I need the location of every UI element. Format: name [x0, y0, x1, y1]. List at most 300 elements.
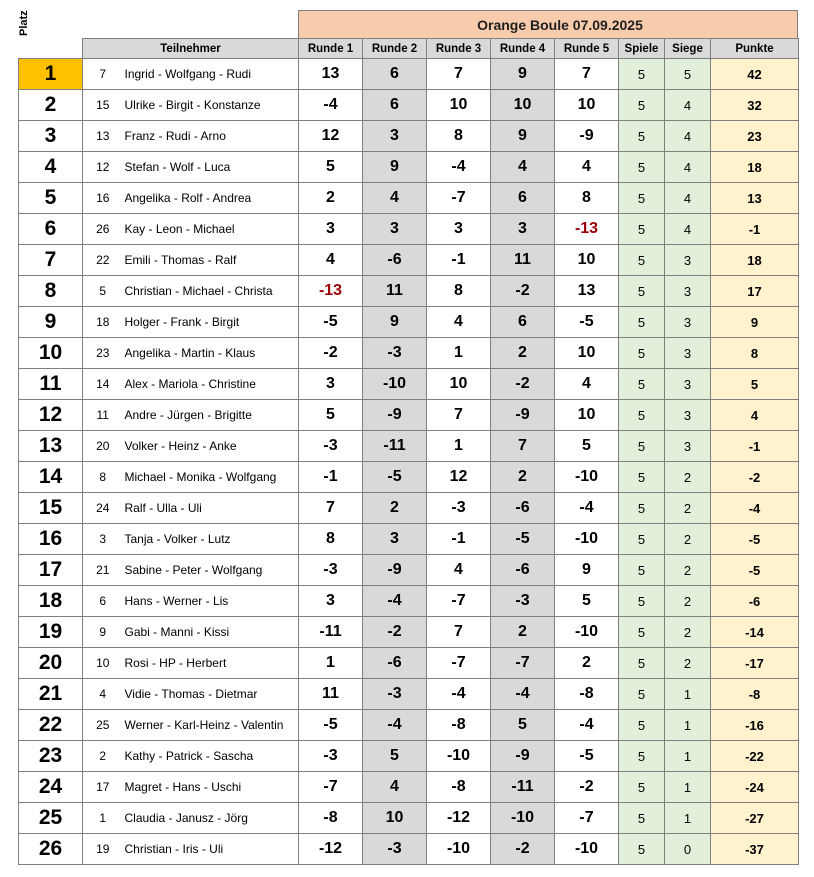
round-3-score: -7	[427, 586, 491, 617]
wins-count: 1	[665, 741, 711, 772]
team-number: 22	[83, 245, 123, 276]
round-2-score: -3	[363, 338, 427, 369]
team-name: Christian - Iris - Uli	[123, 834, 299, 865]
team-name: Holger - Frank - Birgit	[123, 307, 299, 338]
games-played: 5	[619, 710, 665, 741]
round-5-score: 10	[555, 400, 619, 431]
points-total: -1	[711, 214, 799, 245]
points-total: 18	[711, 245, 799, 276]
games-played: 5	[619, 772, 665, 803]
round-4-score: -6	[491, 493, 555, 524]
rank-cell: 22	[19, 710, 83, 741]
team-number: 17	[83, 772, 123, 803]
team-name: Ingrid - Wolfgang - Rudi	[123, 59, 299, 90]
round-2-score: -2	[363, 617, 427, 648]
round-3-score: -4	[427, 679, 491, 710]
points-total: 18	[711, 152, 799, 183]
games-played: 5	[619, 245, 665, 276]
table-row	[19, 90, 799, 121]
games-played: 5	[619, 369, 665, 400]
round-1-score: -5	[299, 307, 363, 338]
header-teilnehmer: Teilnehmer	[83, 39, 299, 59]
table-row	[19, 338, 799, 369]
table-row	[19, 524, 799, 555]
round-3-score: -3	[427, 493, 491, 524]
games-played: 5	[619, 524, 665, 555]
points-total: -2	[711, 462, 799, 493]
round-4-score: 6	[491, 307, 555, 338]
table-row	[19, 493, 799, 524]
table-row	[19, 834, 799, 865]
round-3-score: 8	[427, 276, 491, 307]
round-4-score: -9	[491, 400, 555, 431]
team-name: Angelika - Rolf - Andrea	[123, 183, 299, 214]
team-number: 11	[83, 400, 123, 431]
wins-count: 1	[665, 710, 711, 741]
team-number: 10	[83, 648, 123, 679]
round-1-score: -2	[299, 338, 363, 369]
round-1-score: 1	[299, 648, 363, 679]
table-row	[19, 152, 799, 183]
rank-cell: 26	[19, 834, 83, 865]
round-2-score: -5	[363, 462, 427, 493]
round-2-score: 3	[363, 214, 427, 245]
wins-count: 5	[665, 59, 711, 90]
games-played: 5	[619, 276, 665, 307]
table-row	[19, 741, 799, 772]
round-1-score: -13	[299, 276, 363, 307]
games-played: 5	[619, 121, 665, 152]
round-3-score: -1	[427, 245, 491, 276]
wins-count: 2	[665, 648, 711, 679]
games-played: 5	[619, 431, 665, 462]
team-number: 21	[83, 555, 123, 586]
round-4-score: -4	[491, 679, 555, 710]
round-5-score: -4	[555, 493, 619, 524]
round-2-score: 11	[363, 276, 427, 307]
rank-cell: 14	[19, 462, 83, 493]
games-played: 5	[619, 59, 665, 90]
round-3-score: 1	[427, 338, 491, 369]
rank-cell: 24	[19, 772, 83, 803]
points-total: 8	[711, 338, 799, 369]
round-4-score: -2	[491, 834, 555, 865]
games-played: 5	[619, 617, 665, 648]
round-2-score: 9	[363, 152, 427, 183]
wins-count: 4	[665, 152, 711, 183]
round-1-score: 12	[299, 121, 363, 152]
round-3-score: 10	[427, 369, 491, 400]
round-5-score: -5	[555, 307, 619, 338]
games-played: 5	[619, 834, 665, 865]
round-4-score: -2	[491, 369, 555, 400]
platz-column-label: Platz	[18, 10, 30, 36]
table-row	[19, 121, 799, 152]
header-runde-3: Runde 3	[427, 39, 491, 59]
games-played: 5	[619, 741, 665, 772]
team-number: 2	[83, 741, 123, 772]
points-total: -22	[711, 741, 799, 772]
games-played: 5	[619, 648, 665, 679]
round-1-score: -8	[299, 803, 363, 834]
round-1-score: -3	[299, 431, 363, 462]
round-3-score: -7	[427, 183, 491, 214]
round-4-score: 11	[491, 245, 555, 276]
points-total: -27	[711, 803, 799, 834]
table-row	[19, 59, 799, 90]
table-row	[19, 183, 799, 214]
games-played: 5	[619, 462, 665, 493]
points-total: 5	[711, 369, 799, 400]
rank-cell: 1	[19, 59, 83, 90]
table-row	[19, 214, 799, 245]
round-1-score: 2	[299, 183, 363, 214]
wins-count: 3	[665, 400, 711, 431]
round-4-score: 9	[491, 59, 555, 90]
table-row	[19, 307, 799, 338]
round-5-score: 4	[555, 369, 619, 400]
team-name: Kay - Leon - Michael	[123, 214, 299, 245]
wins-count: 2	[665, 462, 711, 493]
round-3-score: -12	[427, 803, 491, 834]
round-2-score: -9	[363, 400, 427, 431]
round-3-score: -8	[427, 772, 491, 803]
round-4-score: 2	[491, 462, 555, 493]
round-1-score: 7	[299, 493, 363, 524]
wins-count: 4	[665, 214, 711, 245]
team-name: Emili - Thomas - Ralf	[123, 245, 299, 276]
table-row	[19, 369, 799, 400]
round-4-score: -6	[491, 555, 555, 586]
team-name: Magret - Hans - Uschi	[123, 772, 299, 803]
round-3-score: -10	[427, 741, 491, 772]
rank-cell: 13	[19, 431, 83, 462]
round-5-score: 10	[555, 338, 619, 369]
table-row	[19, 803, 799, 834]
table-row	[19, 400, 799, 431]
round-5-score: -7	[555, 803, 619, 834]
round-1-score: -4	[299, 90, 363, 121]
team-number: 4	[83, 679, 123, 710]
round-3-score: 4	[427, 555, 491, 586]
round-4-score: 2	[491, 338, 555, 369]
wins-count: 4	[665, 121, 711, 152]
rank-cell: 11	[19, 369, 83, 400]
games-played: 5	[619, 338, 665, 369]
team-number: 1	[83, 803, 123, 834]
table-row	[19, 431, 799, 462]
round-1-score: -11	[299, 617, 363, 648]
team-number: 23	[83, 338, 123, 369]
wins-count: 2	[665, 586, 711, 617]
round-1-score: 5	[299, 152, 363, 183]
points-total: -5	[711, 524, 799, 555]
round-4-score: 7	[491, 431, 555, 462]
rank-cell: 4	[19, 152, 83, 183]
team-number: 26	[83, 214, 123, 245]
header-runde-2: Runde 2	[363, 39, 427, 59]
wins-count: 2	[665, 524, 711, 555]
header-spiele: Spiele	[619, 39, 665, 59]
round-1-score: -1	[299, 462, 363, 493]
team-name: Michael - Monika - Wolfgang	[123, 462, 299, 493]
wins-count: 2	[665, 617, 711, 648]
round-4-score: 6	[491, 183, 555, 214]
round-1-score: -3	[299, 555, 363, 586]
table-row	[19, 617, 799, 648]
header-runde-1: Runde 1	[299, 39, 363, 59]
wins-count: 3	[665, 307, 711, 338]
games-played: 5	[619, 803, 665, 834]
round-5-score: -13	[555, 214, 619, 245]
round-5-score: 8	[555, 183, 619, 214]
round-4-score: -5	[491, 524, 555, 555]
tournament-title-bar	[298, 10, 798, 38]
team-number: 13	[83, 121, 123, 152]
team-number: 3	[83, 524, 123, 555]
round-3-score: 7	[427, 400, 491, 431]
team-name: Ulrike - Birgit - Konstanze	[123, 90, 299, 121]
round-3-score: 4	[427, 307, 491, 338]
wins-count: 2	[665, 493, 711, 524]
round-1-score: 3	[299, 586, 363, 617]
team-name: Ralf - Ulla - Uli	[123, 493, 299, 524]
round-5-score: 4	[555, 152, 619, 183]
table-row	[19, 772, 799, 803]
round-1-score: -3	[299, 741, 363, 772]
rank-cell: 2	[19, 90, 83, 121]
round-2-score: 3	[363, 121, 427, 152]
rank-cell: 17	[19, 555, 83, 586]
round-3-score: 1	[427, 431, 491, 462]
team-number: 20	[83, 431, 123, 462]
team-name: Franz - Rudi - Arno	[123, 121, 299, 152]
rank-cell: 6	[19, 214, 83, 245]
round-2-score: 10	[363, 803, 427, 834]
games-played: 5	[619, 679, 665, 710]
round-3-score: 12	[427, 462, 491, 493]
points-total: -6	[711, 586, 799, 617]
round-1-score: 8	[299, 524, 363, 555]
round-4-score: 10	[491, 90, 555, 121]
team-number: 6	[83, 586, 123, 617]
team-number: 24	[83, 493, 123, 524]
team-number: 9	[83, 617, 123, 648]
round-4-score: -7	[491, 648, 555, 679]
round-2-score: -3	[363, 679, 427, 710]
round-4-score: 2	[491, 617, 555, 648]
round-5-score: 5	[555, 431, 619, 462]
team-number: 5	[83, 276, 123, 307]
rank-cell: 7	[19, 245, 83, 276]
games-played: 5	[619, 555, 665, 586]
round-5-score: 10	[555, 90, 619, 121]
wins-count: 4	[665, 183, 711, 214]
points-total: -14	[711, 617, 799, 648]
round-5-score: 9	[555, 555, 619, 586]
team-name: Hans - Werner - Lis	[123, 586, 299, 617]
round-3-score: 7	[427, 617, 491, 648]
team-name: Angelika - Martin - Klaus	[123, 338, 299, 369]
points-total: -17	[711, 648, 799, 679]
round-1-score: 3	[299, 369, 363, 400]
round-4-score: -9	[491, 741, 555, 772]
games-played: 5	[619, 183, 665, 214]
round-1-score: 13	[299, 59, 363, 90]
team-name: Werner - Karl-Heinz - Valentin	[123, 710, 299, 741]
round-2-score: 9	[363, 307, 427, 338]
games-played: 5	[619, 214, 665, 245]
points-total: -24	[711, 772, 799, 803]
wins-count: 3	[665, 338, 711, 369]
points-total: 23	[711, 121, 799, 152]
round-5-score: -10	[555, 617, 619, 648]
round-3-score: -1	[427, 524, 491, 555]
wins-count: 2	[665, 555, 711, 586]
team-name: Sabine - Peter - Wolfgang	[123, 555, 299, 586]
points-total: -5	[711, 555, 799, 586]
round-3-score: 7	[427, 59, 491, 90]
round-5-score: 7	[555, 59, 619, 90]
table-row	[19, 462, 799, 493]
round-1-score: 5	[299, 400, 363, 431]
round-3-score: 3	[427, 214, 491, 245]
header-runde-5: Runde 5	[555, 39, 619, 59]
team-number: 18	[83, 307, 123, 338]
round-2-score: -6	[363, 245, 427, 276]
table-row	[19, 245, 799, 276]
rank-cell: 16	[19, 524, 83, 555]
round-5-score: 2	[555, 648, 619, 679]
wins-count: 0	[665, 834, 711, 865]
team-number: 19	[83, 834, 123, 865]
team-number: 14	[83, 369, 123, 400]
wins-count: 3	[665, 369, 711, 400]
team-name: Rosi - HP - Herbert	[123, 648, 299, 679]
round-5-score: 10	[555, 245, 619, 276]
round-1-score: -12	[299, 834, 363, 865]
rank-cell: 9	[19, 307, 83, 338]
header-platz-blank	[19, 39, 83, 59]
games-played: 5	[619, 400, 665, 431]
games-played: 5	[619, 152, 665, 183]
games-played: 5	[619, 493, 665, 524]
points-total: -8	[711, 679, 799, 710]
round-2-score: 2	[363, 493, 427, 524]
team-name: Tanja - Volker - Lutz	[123, 524, 299, 555]
rank-cell: 18	[19, 586, 83, 617]
round-5-score: -10	[555, 524, 619, 555]
round-4-score: -11	[491, 772, 555, 803]
team-number: 15	[83, 90, 123, 121]
points-total: -37	[711, 834, 799, 865]
team-name: Alex - Mariola - Christine	[123, 369, 299, 400]
wins-count: 1	[665, 679, 711, 710]
points-total: 4	[711, 400, 799, 431]
round-3-score: -8	[427, 710, 491, 741]
table-row	[19, 710, 799, 741]
round-4-score: 4	[491, 152, 555, 183]
team-name: Vidie - Thomas - Dietmar	[123, 679, 299, 710]
header-punkte: Punkte	[711, 39, 799, 59]
round-4-score: -2	[491, 276, 555, 307]
team-name: Stefan - Wolf - Luca	[123, 152, 299, 183]
table-row	[19, 648, 799, 679]
games-played: 5	[619, 307, 665, 338]
team-name: Christian - Michael - Christa	[123, 276, 299, 307]
wins-count: 1	[665, 772, 711, 803]
rank-cell: 12	[19, 400, 83, 431]
round-2-score: 5	[363, 741, 427, 772]
results-body	[19, 59, 799, 865]
round-4-score: 5	[491, 710, 555, 741]
round-2-score: -10	[363, 369, 427, 400]
points-total: -4	[711, 493, 799, 524]
round-5-score: 5	[555, 586, 619, 617]
round-5-score: -9	[555, 121, 619, 152]
round-2-score: -6	[363, 648, 427, 679]
team-number: 12	[83, 152, 123, 183]
round-4-score: -10	[491, 803, 555, 834]
games-played: 5	[619, 90, 665, 121]
round-4-score: -3	[491, 586, 555, 617]
results-table	[18, 38, 799, 865]
tournament-title: Orange Boule 07.09.2025	[477, 16, 643, 33]
wins-count: 3	[665, 431, 711, 462]
round-3-score: -4	[427, 152, 491, 183]
table-row	[19, 679, 799, 710]
wins-count: 4	[665, 90, 711, 121]
round-3-score: -10	[427, 834, 491, 865]
round-5-score: 13	[555, 276, 619, 307]
team-name: Gabi - Manni - Kissi	[123, 617, 299, 648]
points-total: -1	[711, 431, 799, 462]
points-total: 42	[711, 59, 799, 90]
rank-cell: 20	[19, 648, 83, 679]
round-4-score: 3	[491, 214, 555, 245]
points-total: 13	[711, 183, 799, 214]
round-3-score: 10	[427, 90, 491, 121]
team-number: 16	[83, 183, 123, 214]
rank-cell: 8	[19, 276, 83, 307]
team-name: Andre - Jürgen - Brigitte	[123, 400, 299, 431]
table-row	[19, 586, 799, 617]
round-1-score: 3	[299, 214, 363, 245]
games-played: 5	[619, 586, 665, 617]
round-1-score: -7	[299, 772, 363, 803]
team-name: Volker - Heinz - Anke	[123, 431, 299, 462]
round-5-score: -5	[555, 741, 619, 772]
round-1-score: 11	[299, 679, 363, 710]
round-1-score: 4	[299, 245, 363, 276]
round-2-score: 6	[363, 90, 427, 121]
points-total: 9	[711, 307, 799, 338]
table-row	[19, 276, 799, 307]
points-total: 17	[711, 276, 799, 307]
points-total: 32	[711, 90, 799, 121]
points-total: -16	[711, 710, 799, 741]
round-4-score: 9	[491, 121, 555, 152]
rank-cell: 15	[19, 493, 83, 524]
header-siege: Siege	[665, 39, 711, 59]
round-5-score: -2	[555, 772, 619, 803]
team-number: 8	[83, 462, 123, 493]
round-2-score: 3	[363, 524, 427, 555]
wins-count: 1	[665, 803, 711, 834]
wins-count: 3	[665, 276, 711, 307]
round-2-score: 4	[363, 772, 427, 803]
round-5-score: -10	[555, 462, 619, 493]
